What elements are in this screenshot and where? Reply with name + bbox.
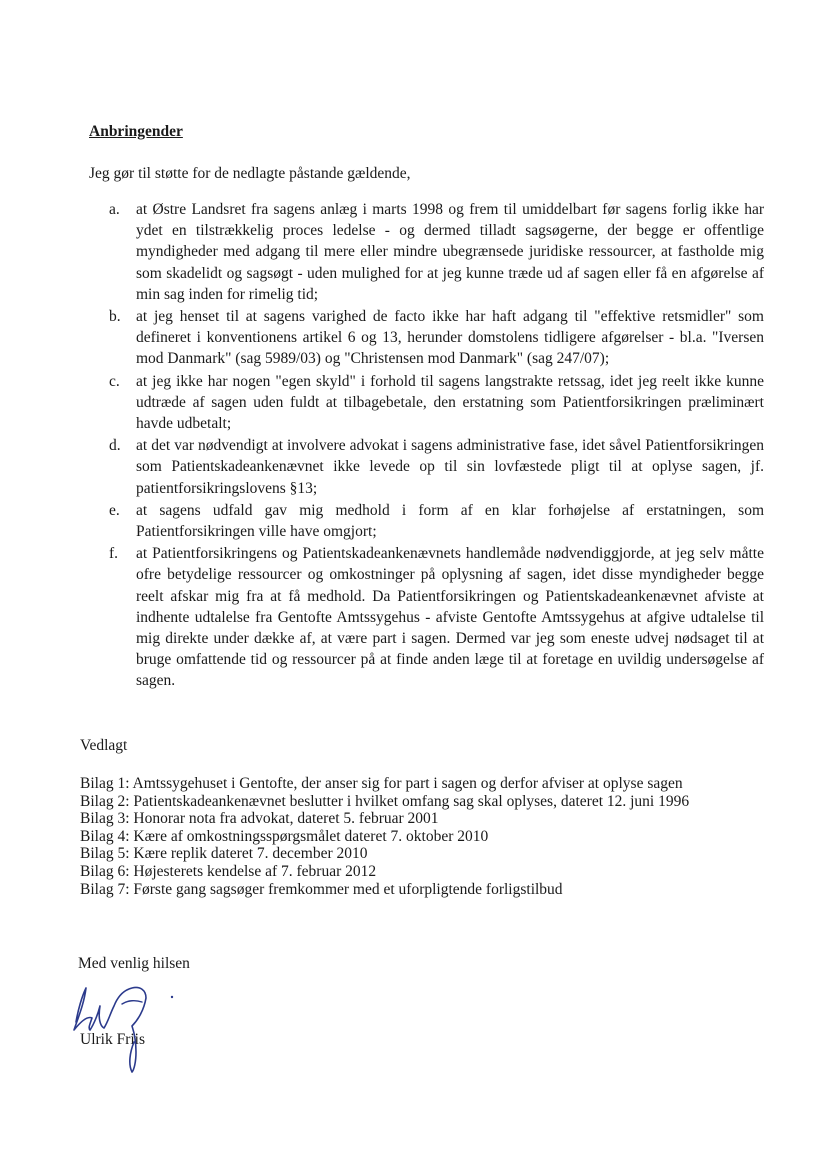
handwritten-signature xyxy=(62,960,192,1075)
list-item xyxy=(104,543,764,691)
attachment-item: Bilag 1: Amtssygehuset i Gentofte, der anser sig for part i sagen og derfor afviser at oplyse sagen xyxy=(80,775,683,792)
intro-paragraph: Jeg gør til støtte for de nedlagte påstande gældende, xyxy=(89,165,411,182)
list-marker: f. xyxy=(109,545,119,563)
list-item xyxy=(104,435,764,499)
list-item xyxy=(104,500,764,542)
attachment-item: Bilag 4: Kære af omkostningsspørgsmålet dateret 7. oktober 2010 xyxy=(80,827,489,845)
attachments-list xyxy=(80,775,689,898)
list-marker: b. xyxy=(109,308,121,326)
list-marker: e. xyxy=(109,501,120,519)
list-item-text: at Patientforsikringens og Patientskadeankenævnets handlemåde nødvendiggjorde, at jeg selv måtte ofre betydelige ressourcer og omkostninger på oplysning af sagen, idet disse myndigheder begge reelt afskar mig fra at få medhold. Da Patientforsikringen og Patientskadeankenævnet afviste at indhente udtalelse fra Gentofte Amtssygehus - afviste Gentofte Amtssygehus at afgive udtalelse til mig direkte under dække af, at være part i sagen. Dermed var jeg som eneste udvej nødsaget til at bruge omfattende tid og ressourcer på at finde anden læge til at foretage en uvildig undersøgelse af sagen. xyxy=(136,545,764,690)
attachment-item: Bilag 5: Kære replik dateret 7. december 2010 xyxy=(80,845,368,863)
list-marker: d. xyxy=(109,437,121,455)
list-marker: a. xyxy=(109,201,120,218)
signatory-name: Ulrik Friis xyxy=(80,1031,146,1048)
attachment-item: Bilag 3: Honorar nota fra advokat, dateret 5. februar 2001 xyxy=(80,810,439,828)
list-item-text: at Østre Landsret fra sagens anlæg i marts 1998 og frem til umiddelbart før sagens forlig ikke har ydet en tilstrækkelig proces ledelse - og dermed tilladt sagsøgerne, der begge er offentlige myndigheder med adgang til mere eller mindre ubegrænsede juridiske ressourcer, at fastholde mig som skadelidt og sagsøgt - uden mulighed for at jeg kunne træde ud af sagen eller få en afgørelse af min sag inden for rimelig tid; xyxy=(136,201,764,303)
list-marker: c. xyxy=(109,372,120,390)
list-item-text: at det var nødvendigt at involvere advokat i sagens administrative fase, idet såvel Patientforsikringen som Patientskadeankenævnet ikke levede op til sin lovfæstede pligt til at oplyse sagen, jf. patientforsikringslovens §13; xyxy=(136,437,764,497)
list-item xyxy=(104,306,764,370)
list-item-text: at jeg henset til at sagens varighed de facto ikke har haft adgang til "effektive retsmidler" som defineret i konventionens artikel 6 og 13, herunder domstolens tidligere afgørelser - bl.a. "Iversen mod Danmark" (sag 5989/03) og "Christensen mod Danmark" (sag 247/07); xyxy=(136,308,764,368)
closing-salutation: Med venlig hilsen xyxy=(78,955,190,972)
claims-list xyxy=(104,199,764,692)
list-item-text: at jeg ikke har nogen "egen skyld" i forhold til sagens langstrakte retssag, idet jeg reelt ikke kunne udtræde af sagen uden fuldt at tilbagebetale, den erstatning som Patientforsikringen præliminært havde udbetalt; xyxy=(136,372,764,433)
attachment-item: Bilag 2: Patientskadeankenævnet beslutter i hvilket omfang sag skal oplyses, dateret 12. juni 1996 xyxy=(80,792,690,810)
attachments-heading: Vedlagt xyxy=(80,737,128,754)
list-item xyxy=(104,371,764,435)
section-heading: Anbringender xyxy=(89,123,183,140)
list-item-text: at sagens udfald gav mig medhold i form af en klar forhøjelse af erstatningen, som Patientforsikringen ville have omgjort; xyxy=(136,501,764,541)
list-item xyxy=(104,199,764,305)
attachment-item: Bilag 6: Højesterets kendelse af 7. februar 2012 xyxy=(80,862,377,880)
attachment-item: Bilag 7: Første gang sagsøger fremkommer med et uforpligtende forligstilbud xyxy=(80,880,563,898)
